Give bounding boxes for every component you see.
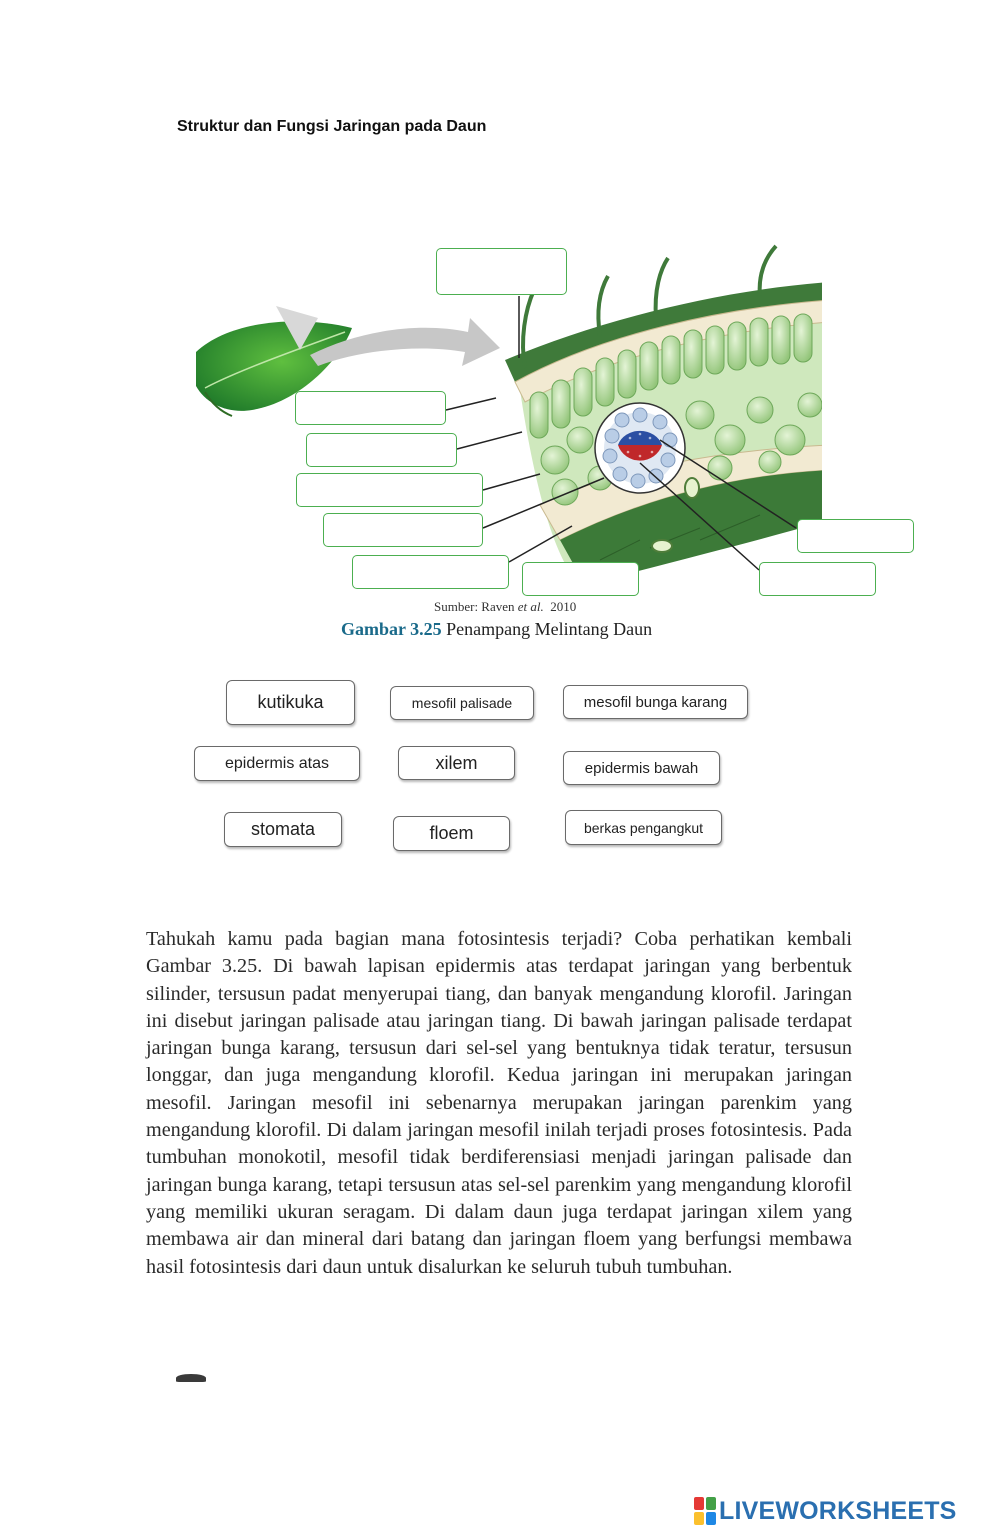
word-chip-berkas-pengangkut[interactable]: berkas pengangkut (565, 810, 722, 845)
answer-box-4[interactable] (296, 473, 483, 507)
answer-box-5[interactable] (323, 513, 483, 547)
liveworksheets-icon (694, 1497, 716, 1525)
page-title: Struktur dan Fungsi Jaringan pada Daun (177, 118, 487, 135)
word-chip-xilem[interactable]: xilem (398, 746, 515, 780)
word-chip-epidermis-bawah[interactable]: epidermis bawah (563, 751, 720, 785)
answer-box-7[interactable] (522, 562, 639, 596)
answer-box-6[interactable] (352, 555, 509, 589)
answer-box-3[interactable] (306, 433, 457, 467)
word-chip-epidermis-atas[interactable]: epidermis atas (194, 746, 360, 781)
body-paragraph: Tahukah kamu pada bagian mana fotosintesis terjadi? Coba perhatikan kembali Gambar 3.25. Di bawah lapisan epidermis atas terdapat jaringan yang berbentuk silinder, tersusun padat menyerupai tiang, dan banyak mengandung klorofil. Jaringan ini disebut jaringan palisade atau jaringan tiang. Di bawah jaringan palisade terdapat jaringan bunga karang, tersusun dari sel-sel yang bentuknya tidak teratur, tersusun longgar, dan juga mengandung klorofil. Kedua jaringan ini merupakan jaringan mesofil. Jaringan mesofil ini sebenarnya merupakan jaringan parenkim yang mengandung klorofil. Di dalam jaringan mesofil inilah terjadi proses fotosintesis. Pada tumbuhan monokotil, mesofil tidak berdiferensiasi menjadi jaringan palisade dan jaringan bunga karang, tetapi tersusun atas sel-sel parenkim yang mengandung klorofil yang memiliki ukuran seragam. Di dalam daun juga terdapat jaringan xilem yang membawa air dan mineral dari batang dan jaringan floem yang berfungsi membawa hasil fotosintesis dari daun untuk disalurkan ke seluruh tubuh tumbuhan. (146, 928, 852, 1278)
decorative-mark (176, 1374, 206, 1382)
figure-source: Sumber: Raven et al. 2010 (434, 599, 577, 614)
brand-logo[interactable] (694, 1494, 957, 1528)
brand-name: LIVEWORKSHEETS (719, 1496, 957, 1525)
answer-box-9[interactable] (759, 562, 876, 596)
word-chip-floem[interactable]: floem (393, 816, 510, 851)
answer-box-1[interactable] (436, 248, 567, 295)
word-chip-stomata[interactable]: stomata (224, 812, 342, 847)
figure-caption: Gambar 3.25 Penampang Melintang Daun (341, 619, 653, 639)
word-chip-mesofil-palisade[interactable]: mesofil palisade (390, 686, 534, 720)
answer-box-2[interactable] (295, 391, 446, 425)
word-chip-kutikuka[interactable]: kutikuka (226, 680, 355, 725)
answer-box-8[interactable] (797, 519, 914, 553)
word-chip-mesofil-bunga-karang[interactable]: mesofil bunga karang (563, 685, 748, 719)
